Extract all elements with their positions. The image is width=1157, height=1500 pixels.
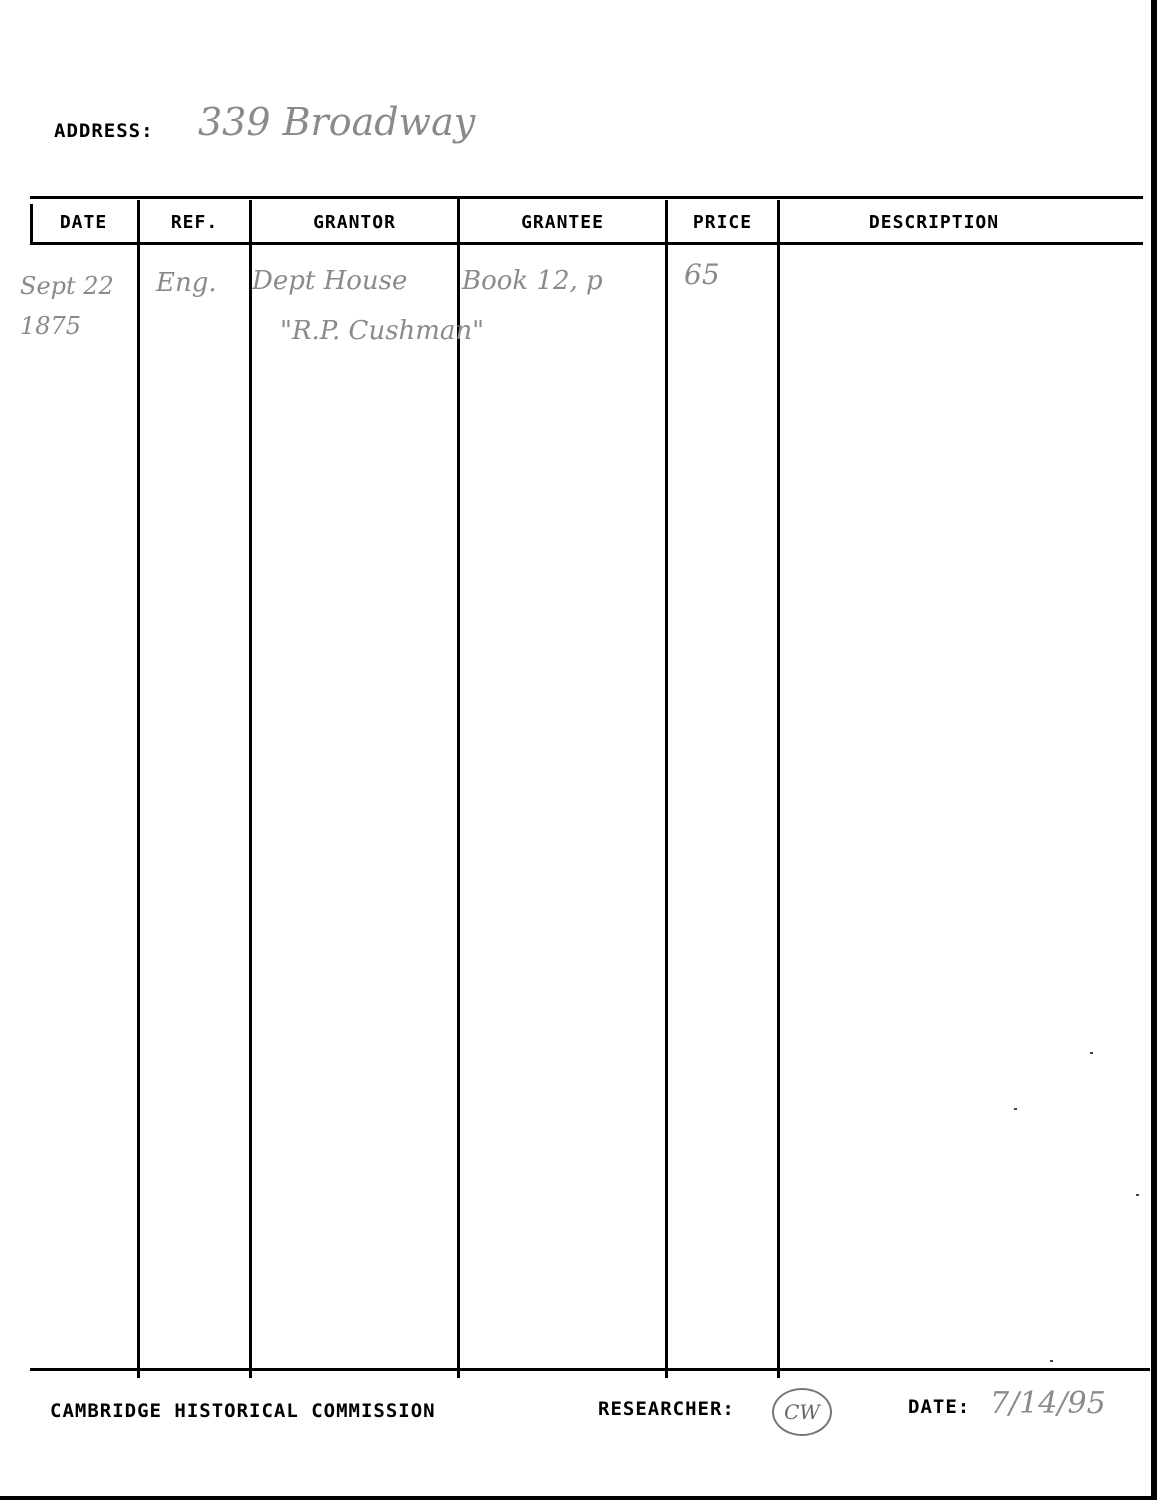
column-divider-grantor xyxy=(457,196,460,1378)
scan-speck xyxy=(1136,1194,1139,1196)
row-grantee: Book 12, p xyxy=(462,266,603,296)
page-edge-bottom xyxy=(0,1496,1157,1500)
table-bottom-rule xyxy=(30,1368,1150,1371)
column-header-price: PRICE xyxy=(692,212,753,233)
table-top-rule xyxy=(30,196,1143,199)
researcher-initials: CW xyxy=(772,1388,832,1436)
column-header-description: DESCRIPTION xyxy=(868,212,1000,233)
address-value: 339 Broadway xyxy=(198,100,476,144)
date-label: DATE: xyxy=(908,1396,971,1418)
page-edge-right xyxy=(1151,0,1157,1500)
column-header-date: DATE xyxy=(59,212,108,233)
table-header-rule xyxy=(30,242,1143,245)
column-divider-grantee xyxy=(665,200,668,1378)
row-date: Sept 22 1875 xyxy=(20,272,114,340)
scan-speck xyxy=(1050,1360,1053,1362)
organization-name: CAMBRIDGE HISTORICAL COMMISSION xyxy=(50,1400,436,1422)
row-ref: Eng. xyxy=(156,268,217,298)
date-value: 7/14/95 xyxy=(990,1386,1106,1421)
column-divider-ref xyxy=(249,200,252,1378)
column-header-grantee: GRANTEE xyxy=(521,212,604,233)
row-price: 65 xyxy=(684,258,720,291)
row-grantor: Dept House xyxy=(252,266,408,296)
column-header-grantor: GRANTOR xyxy=(313,212,396,233)
column-divider-date xyxy=(137,200,140,1378)
row-grantor-note: "R.P. Cushman" xyxy=(280,316,485,346)
scan-speck xyxy=(1014,1108,1017,1110)
address-label: ADDRESS: xyxy=(54,120,154,142)
researcher-label: RESEARCHER: xyxy=(598,1398,735,1420)
column-header-ref: REF. xyxy=(170,212,219,233)
column-divider-price xyxy=(777,200,780,1378)
scan-speck xyxy=(1090,1052,1093,1054)
